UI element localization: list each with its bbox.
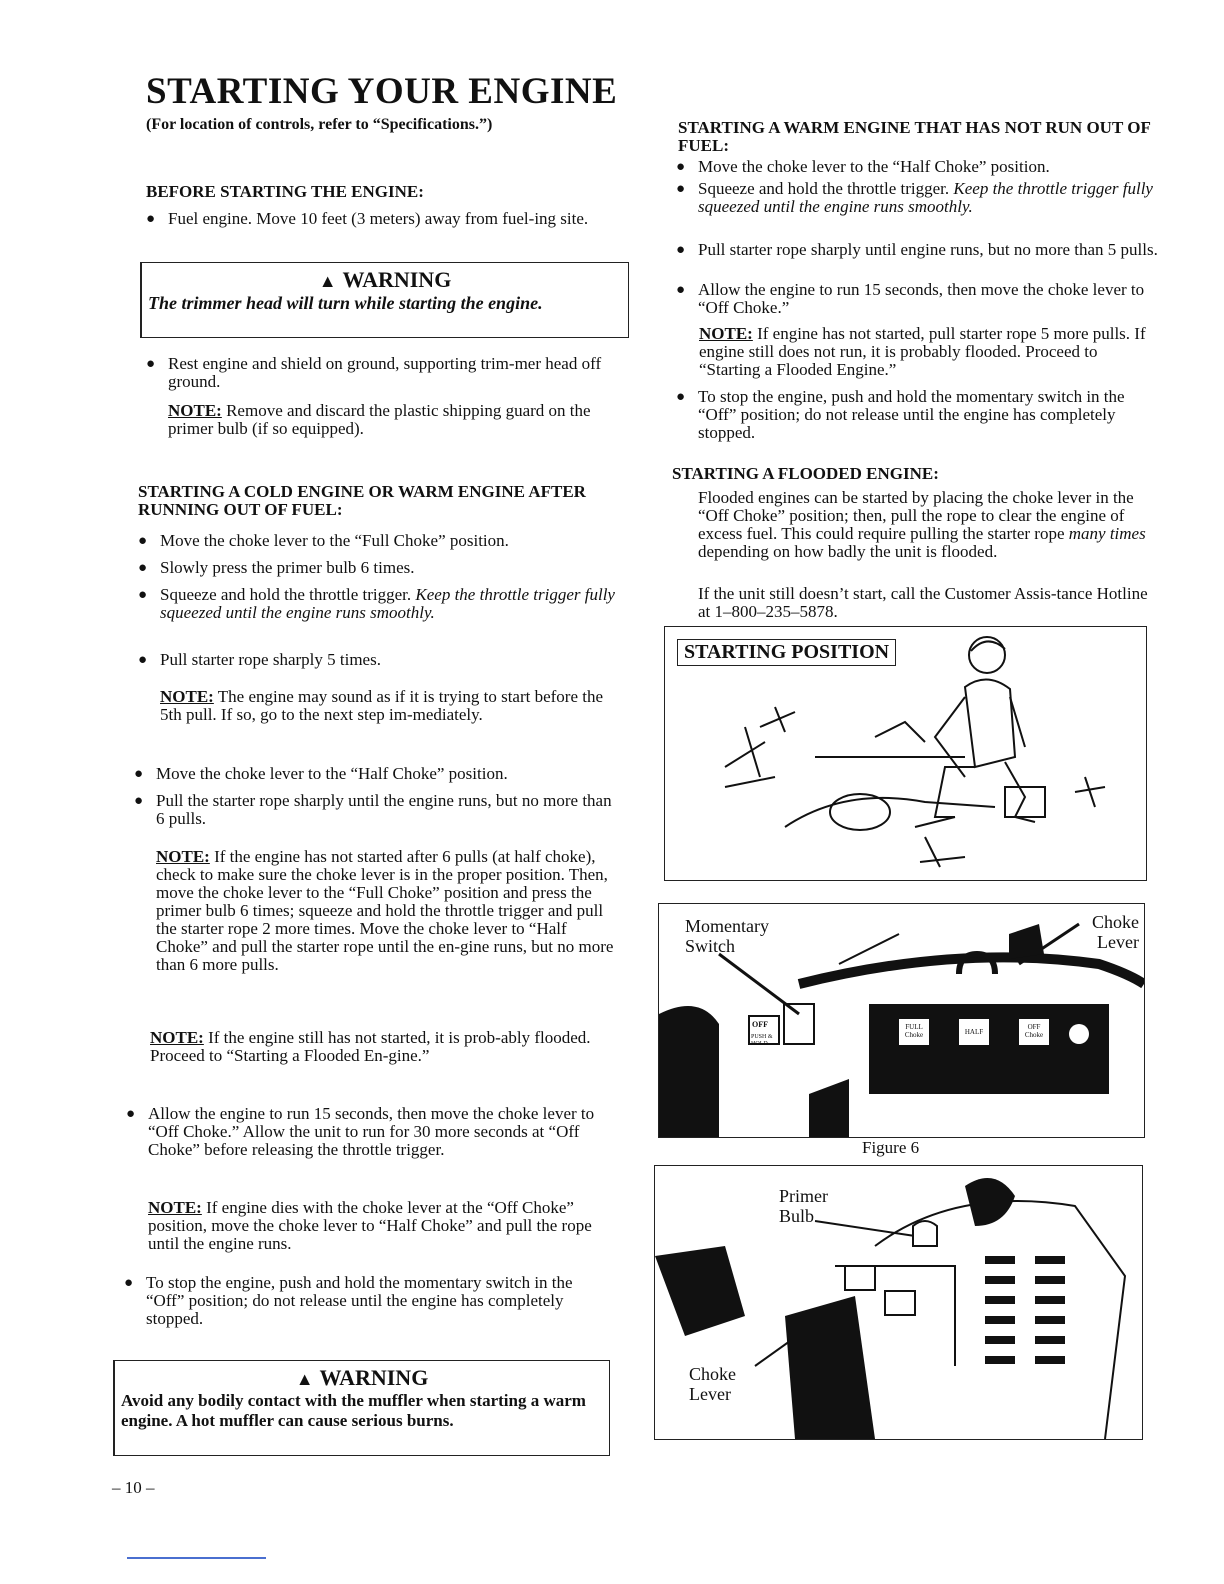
warm-bullet-4: ● Allow the engine to run 15 seconds, then move the choke lever to “Off Choke.” — [676, 280, 1145, 317]
warning-icon: ▲ — [295, 1369, 314, 1389]
before-note: NOTE: Remove and discard the plastic shipping guard on the primer bulb (if so equipped). — [168, 401, 591, 438]
warning-box-2 — [113, 1360, 610, 1456]
primer-bulb-figure — [654, 1165, 1143, 1440]
warm-bullet-5: ● To stop the engine, push and hold the momentary switch in the “Off” position; do not release until the engine has completely stopped. — [676, 387, 1125, 442]
before-bullet-1: ● Fuel engine. Move 10 feet (3 meters) away from fuel-ing site. — [146, 209, 589, 228]
cold-bullet-3: ● Squeeze and hold the throttle trigger. Keep the throttle trigger fully squeezed until the engine runs smoothly. — [138, 585, 615, 622]
warm-bullet-1: ● Move the choke lever to the “Half Choke” position. — [676, 157, 1050, 176]
figure-6 — [658, 903, 1145, 1138]
warm-bullet-3: ● Pull starter rope sharply until engine runs, but no more than 5 pulls. — [676, 240, 1158, 259]
figure-6-caption: Figure 6 — [862, 1138, 920, 1157]
warm-heading: STARTING A WARM ENGINE THAT HAS NOT RUN OUT OF FUEL: — [678, 118, 1151, 155]
page-title: STARTING YOUR ENGINE — [146, 71, 618, 112]
page-number: – 10 – — [112, 1478, 155, 1497]
starting-position-label: STARTING POSITION — [677, 639, 896, 666]
cold-heading: STARTING A COLD ENGINE OR WARM ENGINE AFTER RUNNING OUT OF FUEL: — [138, 482, 586, 519]
cold-bullet-6: ● Pull the starter rope sharply until the engine runs, but no more than 6 pulls. — [134, 791, 612, 828]
operator-illustration — [665, 627, 1146, 880]
cold-bullet-1: ● Move the choke lever to the “Full Choke” position. — [138, 531, 509, 550]
choke-lever-label: Choke Lever — [1092, 912, 1139, 952]
momentary-switch-label: Momentary Switch — [685, 916, 769, 956]
warning-box-1 — [140, 262, 629, 338]
warning-icon: ▲ — [318, 271, 337, 291]
cold-bullet-4: ● Pull starter rope sharply 5 times. — [138, 650, 381, 669]
warning-title-2: WARNING — [319, 1365, 429, 1390]
push-hold-label: PUSH & HOLD — [751, 1034, 773, 1047]
cold-bullet-5: ● Move the choke lever to the “Half Choke” position. — [134, 764, 508, 783]
off-choke-label: OFF Choke — [1024, 1023, 1044, 1039]
warning-text-2: Avoid any bodily contact with the muffler when starting a warm engine. A hot muffler can cause serious burns. — [121, 1391, 586, 1430]
cold-note-3: NOTE: If the engine still has not started, it is prob-ably flooded. Proceed to “Starting a Flooded En-gine.” — [150, 1028, 591, 1065]
cold-bullet-8: ● To stop the engine, push and hold the momentary switch in the “Off” position; do not release until the engine has completely stopped. — [124, 1273, 573, 1328]
full-choke-label: FULL Choke — [904, 1023, 924, 1039]
warm-note: NOTE: If engine has not started, pull starter rope 5 more pulls. If engine still does not run, it is probably flooded. Proceed to “Starting a Flooded Engine.” — [699, 324, 1146, 379]
primer-bulb-label: Primer Bulb — [779, 1186, 828, 1226]
page-subtitle: (For location of controls, refer to “Specifications.”) — [146, 116, 493, 133]
cold-bullet-7: ● Allow the engine to run 15 seconds, then move the choke lever to “Off Choke.” Allow the unit to run for 30 more seconds at “Off Choke” before releasing the throttle trigger. — [126, 1104, 595, 1159]
before-heading: BEFORE STARTING THE ENGINE: — [146, 182, 424, 201]
half-choke-label: HALF — [964, 1028, 984, 1036]
warm-bullet-2: ● Squeeze and hold the throttle trigger. Keep the throttle trigger fully squeezed until the engine runs smoothly. — [676, 179, 1153, 216]
warning-text-1: The trimmer head will turn while starting the engine. — [148, 293, 543, 313]
cold-note-1: NOTE: The engine may sound as if it is trying to start before the 5th pull. If so, go to the next step im-mediately. — [160, 687, 604, 724]
cold-note-2: NOTE: If the engine has not started after 6 pulls (at half choke), check to make sure the choke lever is in the proper position. Then, move the choke lever to the “Full Choke” position and press the primer bulb 6 times; squeeze and hold the throttle trigger and pull the starter rope 2 more times. Move the choke lever to “Half Choke” and pull the starter rope until the en-gine runs, but no more than 6 more pulls. — [156, 847, 614, 974]
flooded-heading: STARTING A FLOODED ENGINE: — [672, 464, 939, 483]
cold-note-4: NOTE: If engine dies with the choke lever at the “Off Choke” position, move the choke lever to “Half Choke” and pull the rope until the engine runs. — [148, 1198, 592, 1253]
choke-lever-label-2: Choke Lever — [689, 1364, 736, 1404]
before-bullet-2: ● Rest engine and shield on ground, supporting trim-mer head off ground. — [146, 354, 602, 391]
off-switch-label: OFF — [752, 1020, 768, 1029]
warning-title-1: WARNING — [342, 267, 452, 292]
flooded-paragraph-1: Flooded engines can be started by placing the choke lever in the “Off Choke” position; then, pull the rope to clear the engine of excess fuel. This could require pulling the starter rope many times depending on how badly the unit is flooded. — [698, 488, 1146, 561]
starting-position-figure — [664, 626, 1147, 881]
cold-bullet-2: ● Slowly press the primer bulb 6 times. — [138, 558, 415, 577]
divider — [127, 1557, 266, 1559]
flooded-paragraph-2: If the unit still doesn’t start, call the Customer Assis-tance Hotline at 1–800–235–5878. — [698, 584, 1148, 621]
